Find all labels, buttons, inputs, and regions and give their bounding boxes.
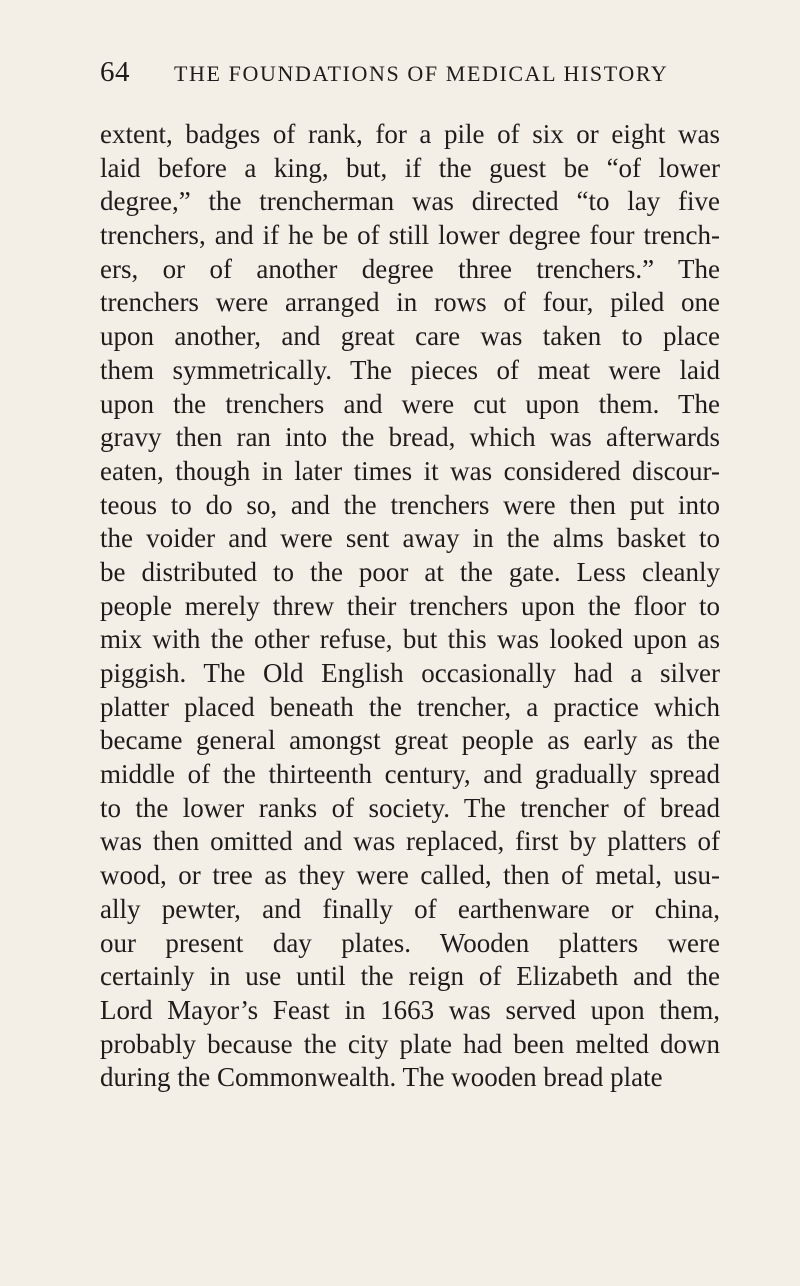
text-line: was then omitted and was replaced, first by platters of	[100, 826, 720, 857]
body-paragraph	[100, 118, 720, 1095]
text-line: degree,” the trencherman was directed “to lay five	[100, 186, 720, 217]
text-line: wood, or tree as they were called, then of metal, usu-	[100, 860, 720, 891]
text-line: laid before a king, but, if the guest be “of lower	[100, 152, 720, 183]
text-line: be distributed to the poor at the gate. Less cleanly	[100, 556, 720, 587]
running-head	[100, 56, 700, 100]
text-line: platter placed beneath the trencher, a practice which	[100, 691, 720, 722]
text-line: mix with the other refuse, but this was looked upon as	[100, 624, 720, 655]
text-line: ally pewter, and finally of earthenware or china,	[100, 893, 720, 924]
text-line: upon another, and great care was taken to place	[100, 321, 720, 352]
text-line: Lord Mayor’s Feast in 1663 was served upon them,	[100, 994, 720, 1025]
text-line: teous to do so, and the trenchers were then put into	[100, 489, 720, 520]
text-line: eaten, though in later times it was considered discour-	[100, 455, 720, 486]
text-line: certainly in use until the reign of Elizabeth and the	[100, 961, 720, 992]
text-line: our present day plates. Wooden platters were	[100, 927, 720, 958]
page-number: 64	[100, 56, 130, 88]
text-line: upon the trenchers and were cut upon them. The	[100, 388, 720, 419]
text-line: them symmetrically. The pieces of meat were laid	[100, 354, 720, 385]
text-line: became general amongst great people as early as the	[100, 725, 720, 756]
text-line: trenchers were arranged in rows of four, piled one	[100, 287, 720, 318]
text-line: piggish. The Old English occasionally had a silver	[100, 658, 720, 688]
text-line: to the lower ranks of society. The trencher of bread	[100, 792, 720, 823]
text-line: trenchers, and if he be of still lower degree four trench-	[100, 220, 720, 251]
text-line: during the Commonwealth. The wooden bread plate	[100, 1062, 663, 1093]
text-line: people merely threw their trenchers upon the floor to	[100, 590, 720, 621]
text-line: probably because the city plate had been melted down	[100, 1028, 720, 1059]
text-line: ers, or of another degree three trenchers.” The	[100, 253, 720, 284]
text-line: the voider and were sent away in the alms basket to	[100, 523, 720, 554]
running-title: THE FOUNDATIONS OF MEDICAL HISTORY	[174, 61, 669, 86]
text-line: gravy then ran into the bread, which was afterwards	[100, 422, 720, 453]
text-line: middle of the thirteenth century, and gradually spread	[100, 759, 720, 790]
text-line: extent, badges of rank, for a pile of six or eight was	[100, 119, 720, 149]
